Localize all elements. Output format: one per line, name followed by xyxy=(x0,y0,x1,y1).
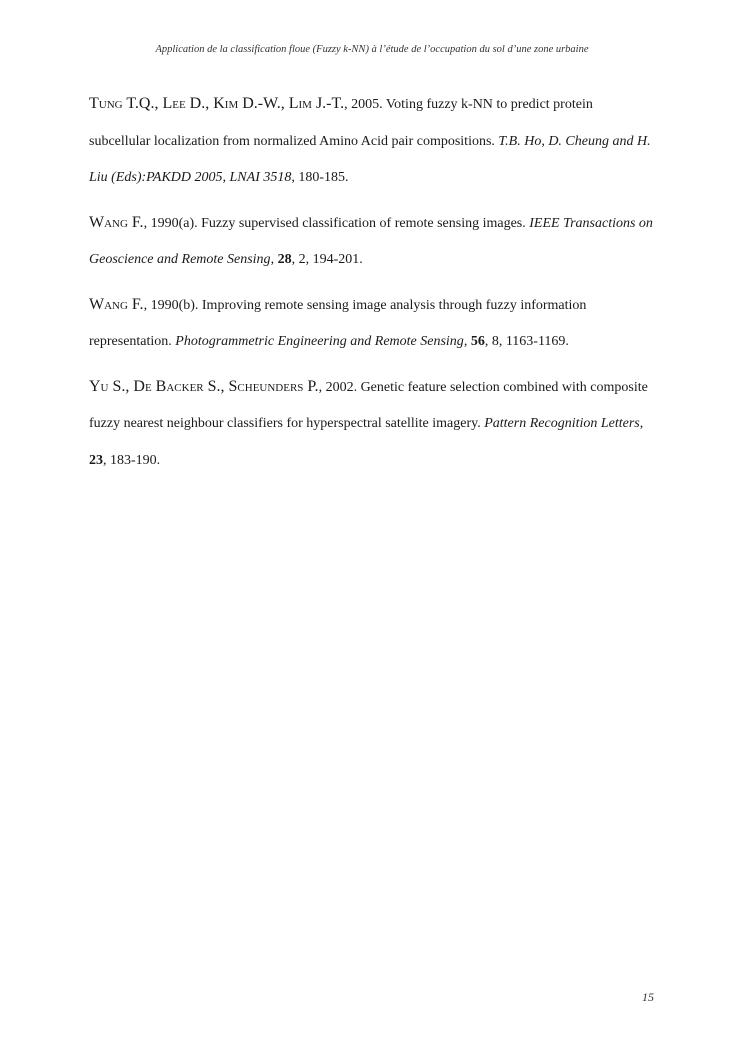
reference-list xyxy=(89,86,655,487)
reference-authors: Yu S., De Backer S., Scheunders P. xyxy=(89,377,319,395)
reference-source: Photogrammetric Engineering and Remote Sensing xyxy=(175,334,464,349)
running-header: Application de la classification floue (Fuzzy k-NN) à l’étude de l’occupation du sol d’une zone urbaine xyxy=(155,44,589,55)
reference-year: , 2002. xyxy=(318,379,358,395)
reference-volume: 23 xyxy=(89,452,103,468)
reference-authors: Wang F. xyxy=(89,213,144,231)
reference-year: , 1990(a). xyxy=(143,215,198,231)
reference-year: , 1990(b). xyxy=(143,297,199,313)
reference-entry: Wang F., 1990(b). Improving remote sensing image analysis through fuzzy information representation. Photogrammetric Engineering and Remote Sensing, 56, 8, 1163-1169. xyxy=(89,295,587,349)
reference-authors: Wang F. xyxy=(89,295,144,313)
reference-year: , 2005. xyxy=(344,97,383,112)
reference-title: Genetic feature selection combined with composite fuzzy nearest neighbour classifiers for hyperspectral satellite imagery. xyxy=(89,379,648,431)
reference-details: , 180-185. xyxy=(291,170,349,185)
page-number: 15 xyxy=(642,990,654,1004)
reference-title: Voting fuzzy k-NN to predict protein subcellular localization from normalized Amino Acid pair compositions. xyxy=(89,97,593,149)
reference-title: Improving remote sensing image analysis through fuzzy information representation. xyxy=(89,297,587,349)
reference-entry: Wang F., 1990(a). Fuzzy supervised classification of remote sensing images. IEEE Transactions on Geoscience and Remote Sensing, 28, 2, 194-201. xyxy=(89,213,653,267)
reference-details: , 2, 194-201. xyxy=(291,252,363,267)
reference-title: Fuzzy supervised classification of remote sensing images. xyxy=(197,215,530,231)
reference-volume: 56 xyxy=(470,334,485,349)
reference-authors: Tung T.Q., Lee D., Kim D.-W., Lim J.-T. xyxy=(89,95,345,112)
reference-source: IEEE Transactions on Geoscience and Remote Sensing xyxy=(89,215,653,267)
reference-entry: Yu S., De Backer S., Scheunders P., 2002. Genetic feature selection combined with composite fuzzy nearest neighbour classifiers for hyperspectral satellite imagery. Pattern Recognition Letters, 23, 183-190. xyxy=(89,377,648,468)
reference-source: Pattern Recognition Letters xyxy=(484,416,640,431)
reference-source: T.B. Ho, D. Cheung and H. Liu (Eds):PAKDD 2005, LNAI 3518 xyxy=(89,133,651,185)
reference-details: , 8, 1163-1169. xyxy=(484,334,569,349)
reference-details: , 183-190. xyxy=(103,452,161,468)
reference-entry xyxy=(89,86,655,197)
reference-volume: 28 xyxy=(277,252,292,267)
